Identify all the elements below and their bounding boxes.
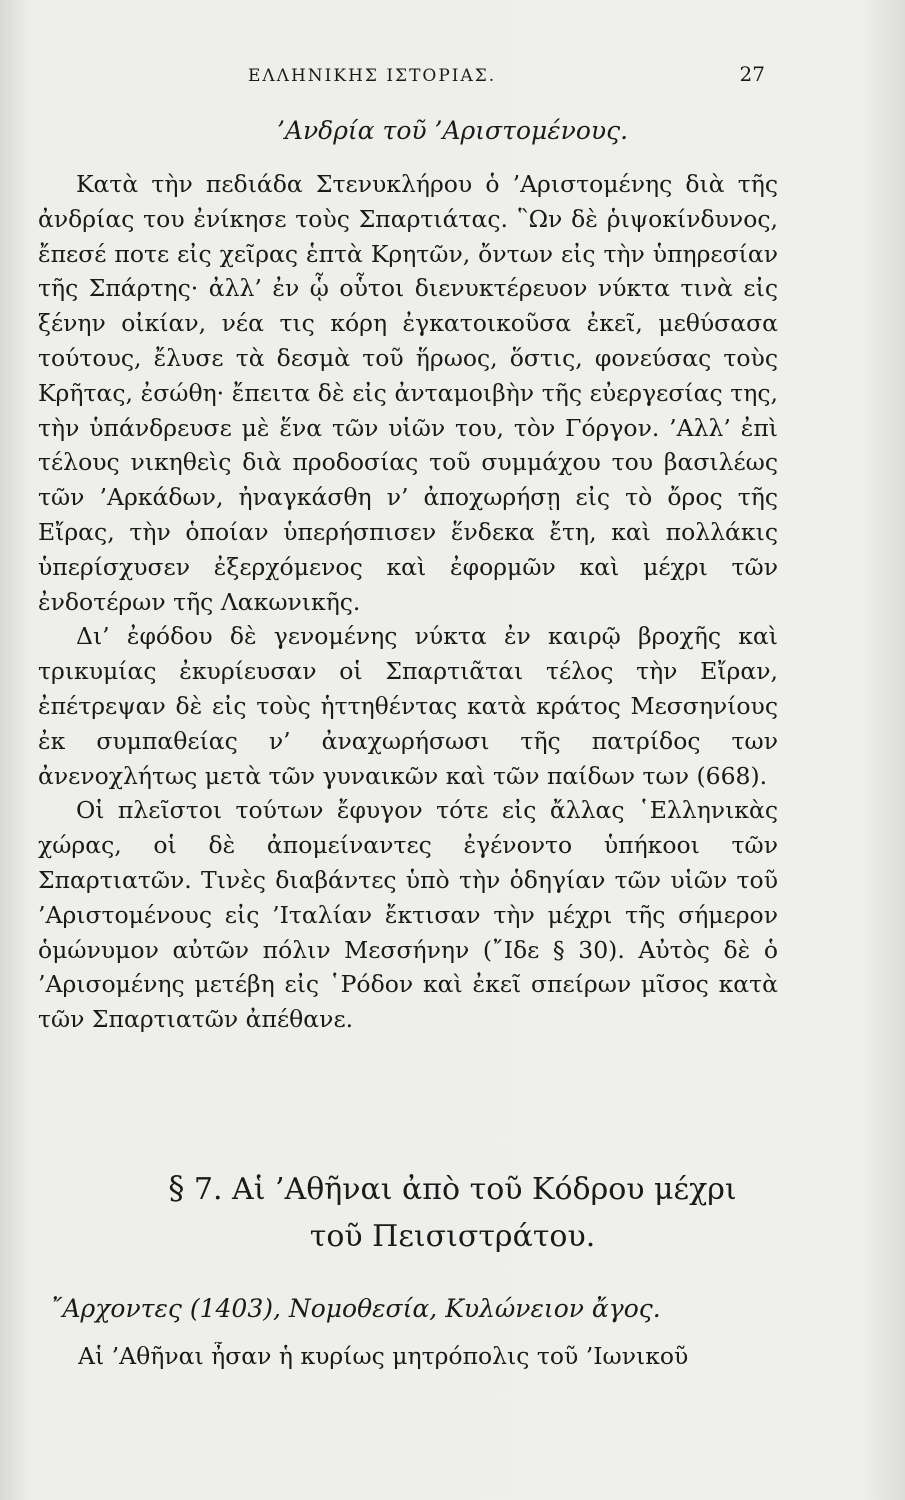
subheading: ’Ανδρία τοῦ ’Αριστομένους. — [276, 116, 629, 145]
page-number: 27 — [739, 62, 765, 86]
paragraph: Κατὰ τὴν πεδιάδα Στενυκλήρου ὁ ’Αριστομένης διὰ τῆς ἀνδρίας του ἐνίκησε τοὺς Σπαρτιάτας. ῝Ων δὲ ῥιψοκίνδυνος, ἔπεσέ ποτε εἰς χεῖρας ἑπτὰ Κρητῶν, ὄντων εἰς τὴν ὑπηρεσίαν τῆς Σπάρτης· ἀλλ’ ἐν ᾧ οὗτοι διενυκτέρευον νύκτα τινὰ εἰς ξένην οἰκίαν, νέα τις κόρη ἐγκατοικοῦσα ἐκεῖ, μεθύσασα τούτους, ἔλυσε τὰ δεσμὰ τοῦ ἥρωος, ὅστις, φονεύσας τοὺς Κρῆτας, ἐσώθη· ἔπειτα δὲ εἰς ἀνταμοιβὴν τῆς εὐεργεσίας της, τὴν ὑπάνδρευσε μὲ ἕνα τῶν υἱῶν του, τὸν Γόργον. ’Αλλ’ ἐπὶ τέλους νικηθεὶς διὰ προδοσίας τοῦ συμμάχου του βασιλέως τῶν ’Αρκάδων, ἠναγκάσθη ν’ ἀποχωρήσῃ εἰς τὸ ὄρος τῆς Εἴρας, τὴν ὁποίαν ὑπερήσπισεν ἕνδεκα ἔτη, καὶ πολλάκις ὑπερίσχυσεν ἐξερχόμενος καὶ ἐφορμῶν καὶ μέχρι τῶν ἐνδοτέρων τῆς Λακωνικῆς. — [38, 170, 778, 616]
paragraph: Οἱ πλεῖστοι τούτων ἔφυγον τότε εἰς ἄλλας ῾Ελληνικὰς χώρας, οἱ δὲ ἀπομείναντες ἐγένοντο ὑπήκοοι τῶν Σπαρτιατῶν. Τινὲς διαβάντες ὑπὸ τὴν ὁδηγίαν τῶν υἱῶν τοῦ ’Αριστομένους εἰς ’Ιταλίαν ἔκτισαν τὴν μέχρι τῆς σήμερον ὁμώνυμον αὐτῶν πόλιν Μεσσήνην (῎Ιδε § 30). Αὐτὸς δὲ ὁ ’Αρισομένης μετέβη εἰς ῾Ρόδον καὶ ἐκεῖ σπείρων μῖσος κατὰ τῶν Σπαρτιατῶν ἀπέθανε. — [38, 796, 778, 1034]
running-header — [248, 62, 765, 86]
section-heading-line1 — [0, 1165, 905, 1213]
section-topics: ῎Αρχοντες (1403), Νομοθεσία, Κυλώνειον ἄγος. — [50, 1294, 661, 1323]
running-title: ΕΛΛΗΝΙΚΗΣ ΙΣΤΟΡΙΑΣ. — [248, 66, 497, 86]
body-text — [38, 167, 778, 1037]
section-heading-line2: τοῦ Πεισιστράτου. — [309, 1219, 596, 1254]
section-heading — [0, 1165, 905, 1260]
paragraph-start: Αἱ ’Αθῆναι ἦσαν ἡ κυρίως μητρόπολις τοῦ ’Ιωνικοῦ — [78, 1342, 689, 1370]
section-sign: § — [168, 1169, 185, 1207]
paragraph: Δι’ ἐφόδου δὲ γενομένης νύκτα ἐν καιρῷ βροχῆς καὶ τρικυμίας ἐκυρίευσαν οἱ Σπαρτιᾶται τέλος τὴν Εἴραν, ἐπέτρεψαν δὲ εἰς τοὺς ἡττηθέντας κατὰ κράτος Μεσσηνίους ἐκ συμπαθείας ν’ ἀναχωρήσωσι τῆς πατρίδος των ἀνενοχλήτως μετὰ τῶν γυναικῶν καὶ τῶν παίδων των (668). — [38, 622, 778, 790]
section-heading-text: 7. Αἱ ’Αθῆναι ἀπὸ τοῦ Κόδρου μέχρι — [193, 1172, 737, 1207]
